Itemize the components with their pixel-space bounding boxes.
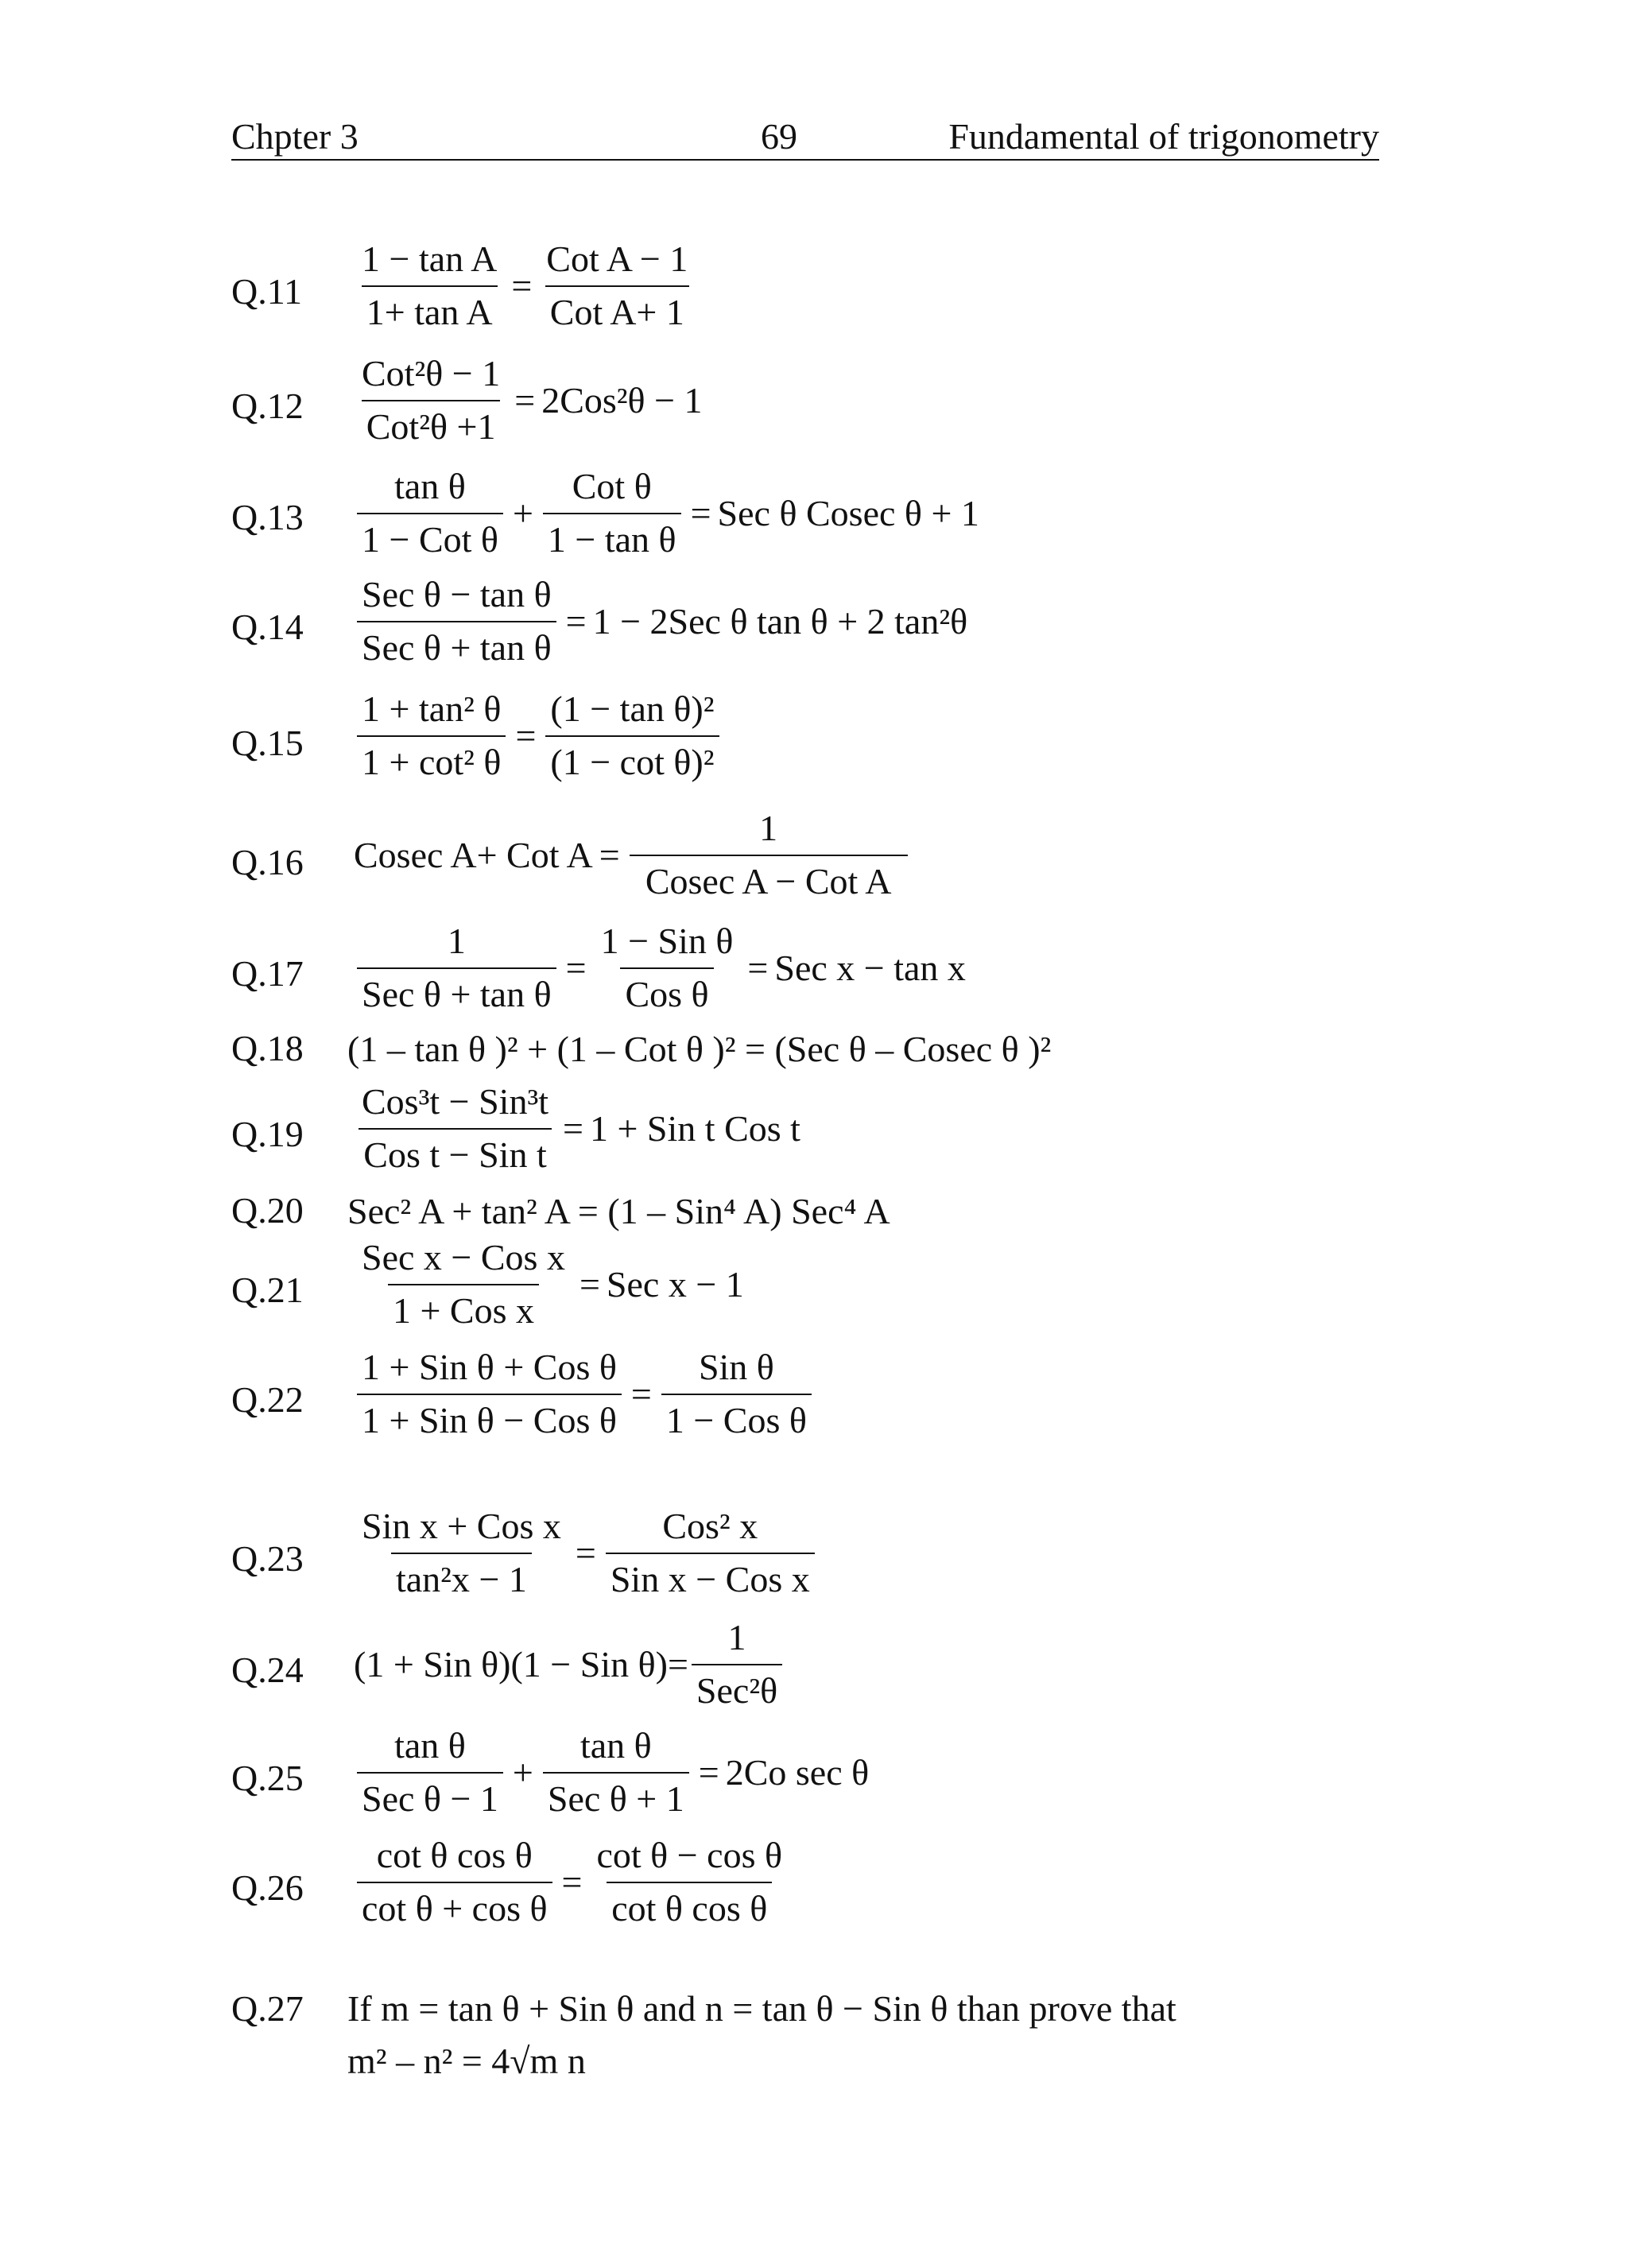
question-label-22: Q.22	[231, 1379, 304, 1420]
question-label-11: Q.11	[231, 271, 303, 312]
fraction: $\frac{\text{Sec θ − tan θ}}{\text{Sec θ + tan θ}}$	[357, 574, 556, 669]
fraction: $\frac{\text{Sin x + Cos x}}{\text{tan²x − 1}}$	[362, 1506, 561, 1599]
fraction: $\frac{\text{Cot A − 1}}{\text{Cot A+ 1}}$	[546, 238, 688, 332]
equation-19: $\frac{\text{Cos³t − Sin³t}}{\text{Cos t − Sin t}}$ = 1 + Sin t Cos t	[354, 1081, 800, 1177]
chapter-title: Fundamental of trigonometry	[948, 116, 1379, 157]
fraction: $\frac{\text{1 + tan² θ}}{\text{1 + cot² θ}}$	[357, 688, 506, 784]
question-label-20: Q.20	[231, 1190, 304, 1231]
fraction: $\frac{\text{1 − Sin θ}}{\text{Cos θ}}$	[600, 921, 734, 1014]
equation-13: $\frac{\text{tan θ}}{\text{1 − Cot θ}}$ + $\frac{\text{Cot θ}}{\text{1 − tan θ}}$ = Sec θ Cosec θ + 1	[354, 466, 979, 561]
equation-22: $\frac{\text{1 + Sin θ + Cos θ}}{\text{1 + Sin θ − Cos θ}}$ = $\frac{\text{Sin θ}}{\text{1 − Cos θ}}$	[354, 1347, 815, 1442]
fraction: $\frac{\text{(1 − tan θ)²}}{\text{(1 − cot θ)²}}$	[545, 688, 719, 784]
fraction: $\frac{1}{\text{Sec²θ}}$	[692, 1617, 782, 1712]
page-header	[231, 118, 1379, 161]
equation-14: $\frac{\text{Sec θ − tan θ}}{\text{Sec θ + tan θ}}$ = 1 − 2Sec θ tan θ + 2 tan²θ	[354, 574, 967, 669]
fraction: $\frac{\text{Sin θ}}{\text{1 − Cos θ}}$	[661, 1347, 812, 1442]
equation-24: (1 + Sin θ)(1 − Sin θ) = $\frac{1}{\text{Sec²θ}}$	[354, 1617, 785, 1712]
question-label-12: Q.12	[231, 386, 304, 426]
equation-21: $\frac{\text{Sec x − Cos x}}{\text{1 + Cos x}}$ = Sec x − 1	[354, 1237, 744, 1332]
equation-11: $\frac{\text{1 − tan A}}{\text{1+ tan A}}$ = $\frac{\text{Cot A − 1}}{\text{Cot A+ 1}}$	[354, 238, 696, 334]
question-label-25: Q.25	[231, 1758, 304, 1798]
fraction: $\frac{\text{1 + Sin θ + Cos θ}}{\text{1 + Sin θ − Cos θ}}$	[357, 1347, 622, 1442]
equation-18: (1 – tan θ )² + (1 – Cot θ )² = (Sec θ – Cosec θ )²	[347, 1029, 1052, 1069]
equation-27: m² – n² = 4√m n	[347, 2041, 586, 2081]
question-label-23: Q.23	[231, 1538, 304, 1579]
fraction: $\frac{\text{Cot θ}}{\text{1 − tan θ}}$	[543, 466, 681, 561]
question-label-18: Q.18	[231, 1028, 304, 1068]
fraction: $\frac{\text{cot θ cos θ}}{\text{cot θ + cos θ}}$	[357, 1835, 552, 1930]
question-text-27: If m = tan θ + Sin θ and n = tan θ − Sin θ than prove that	[347, 1988, 1176, 2029]
question-label-26: Q.26	[231, 1867, 304, 1908]
fraction: $\frac{\text{1 − tan A}}{\text{1+ tan A}}$	[362, 238, 498, 332]
question-label-27: Q.27	[231, 1988, 304, 2029]
fraction: $\frac{\text{Cot²θ − 1}}{\text{Cot²θ +1}}$	[362, 353, 501, 447]
fraction: $\frac{1}{\text{Cosec A − Cot A}}$	[630, 808, 908, 903]
question-label-15: Q.15	[231, 723, 304, 763]
question-label-17: Q.17	[231, 953, 304, 994]
fraction: $\frac{\text{tan θ}}{\text{Sec θ − 1}}$	[357, 1725, 503, 1820]
fraction: $\frac{\text{tan θ}}{\text{Sec θ + 1}}$	[543, 1725, 689, 1820]
question-label-13: Q.13	[231, 497, 304, 537]
equation-17: $\frac{1}{\text{Sec θ + tan θ}}$ = $\frac{\text{1 − Sin θ}}{\text{Cos θ}}$ = Sec x − tan x	[354, 921, 966, 1016]
equation-23: $\frac{\text{Sin x + Cos x}}{\text{tan²x − 1}}$ = $\frac{\text{Cos² x}}{\text{Sin x − Cos x}}$	[354, 1506, 818, 1601]
fraction: $\frac{\text{Cos² x}}{\text{Sin x − Cos x}}$	[606, 1506, 815, 1601]
question-label-21: Q.21	[231, 1270, 304, 1310]
fraction: $\frac{1}{\text{Sec θ + tan θ}}$	[357, 921, 556, 1016]
chapter-label: Chpter 3	[231, 116, 359, 157]
equation-26: $\frac{\text{cot θ cos θ}}{\text{cot θ + cos θ}}$ = $\frac{\text{cot θ − cos θ}}{\text{cot θ cos θ}}$	[354, 1835, 790, 1930]
fraction: $\frac{\text{cot θ − cos θ}}{\text{cot θ cos θ}}$	[596, 1835, 783, 1929]
question-label-24: Q.24	[231, 1650, 304, 1690]
fraction: $\frac{\text{tan θ}}{\text{1 − Cot θ}}$	[357, 466, 503, 561]
page-number: 69	[761, 116, 797, 157]
question-label-16: Q.16	[231, 842, 304, 882]
question-label-14: Q.14	[231, 607, 304, 647]
equation-16: Cosec A+ Cot A = $\frac{1}{\text{Cosec A − Cot A}}$	[354, 808, 911, 903]
equation-25: $\frac{\text{tan θ}}{\text{Sec θ − 1}}$ + $\frac{\text{tan θ}}{\text{Sec θ + 1}}$ = 2Co sec θ	[354, 1725, 869, 1820]
equation-12: $\frac{\text{Cot²θ − 1}}{\text{Cot²θ +1}}$ = 2Cos²θ − 1	[354, 353, 703, 448]
fraction: $\frac{\text{Cos³t − Sin³t}}{\text{Cos t − Sin t}}$	[357, 1081, 553, 1177]
equation-20: Sec² A + tan² A = (1 – Sin⁴ A) Sec⁴ A	[347, 1191, 890, 1231]
question-label-19: Q.19	[231, 1114, 304, 1154]
fraction: $\frac{\text{Sec x − Cos x}}{\text{1 + Cos x}}$	[362, 1237, 565, 1331]
equation-15: $\frac{\text{1 + tan² θ}}{\text{1 + cot² θ}}$ = $\frac{\text{(1 − tan θ)²}}{\text{(1 − cot θ)²}}$	[354, 688, 723, 784]
